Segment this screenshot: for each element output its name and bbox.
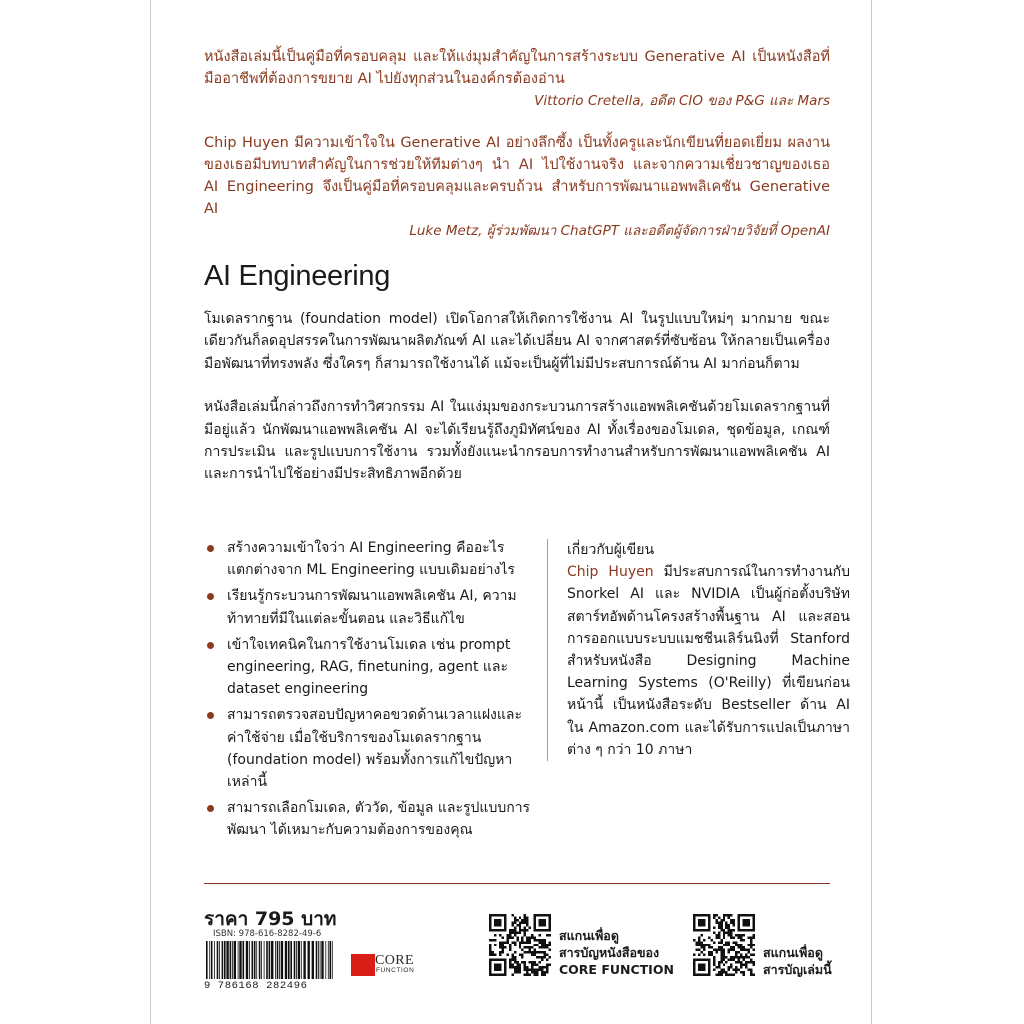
quote-attribution: Luke Metz, ผู้ร่วมพัฒนา ChatGPT และอดีตผู้จัดการฝ่ายวิจัยที่ OpenAI <box>409 223 830 239</box>
feature-item <box>204 797 534 841</box>
qr-label-line: สแกนเพื่อดู <box>559 928 619 943</box>
quote-text: หนังสือเล่มนี้เป็นคู่มือที่ครอบคลุม และให้แง่มุมสำคัญในการสร้างระบบ Generative AI เป็นหนังสือที่มืออาชีพที่ต้องการขยาย AI ไปยังทุกส่วนในองค์กรต้องอ่าน <box>204 49 830 87</box>
qr-label-line: สารบัญเล่มนี้ <box>763 962 832 977</box>
bullet-icon <box>207 805 214 812</box>
barcode <box>204 941 334 993</box>
barcode-icon <box>204 941 334 979</box>
about-author-heading: เกี่ยวกับผู้เขียน <box>567 542 655 558</box>
feature-item <box>204 704 534 793</box>
barcode-digits: 9 786168 282496 <box>204 980 308 992</box>
feature-item <box>204 585 534 629</box>
qr-code-icon[interactable] <box>489 914 551 976</box>
feature-text: สามารถเลือกโมเดล, ตัววัด, ข้อมูล และรูปแบบการพัฒนา ได้เหมาะกับความต้องการของคุณ <box>227 800 531 839</box>
feature-text: สร้างความเข้าใจว่า AI Engineering คืออะไร แตกต่างจาก ML Engineering แบบเดิมอย่างไร <box>227 540 515 579</box>
publisher-subname: FUNCTION <box>376 967 415 974</box>
book-description <box>204 308 830 486</box>
author-bio-text: มีประสบการณ์ในการทำงานกับ Snorkel AI และ NVIDIA เป็นผู้ก่อตั้งบริษัทสตาร์ทอัพด้านโครงสร้างพื้นฐาน AI และสอนการออกแบบระบบแมชชีนเลิร์นนิงที่ Stanford สำหรับหนังสือ Designing Machine Learning Systems (O'Reilly) ที่เขียนก่อนหน้านี้ เป็นหนังสือระดับ Bestseller ด้าน AI ใน Amazon.com และได้รับการแปลเป็นภาษาต่าง ๆ กว่า 10 ภาษา <box>567 564 850 758</box>
feature-item <box>204 634 534 701</box>
qr-label-line: สแกนเพื่อดู <box>763 945 823 960</box>
qr-code-icon[interactable] <box>693 914 755 976</box>
publisher-name: CORE <box>375 953 414 968</box>
about-author <box>547 539 850 761</box>
quote-text: Chip Huyen มีความเข้าใจใน Generative AI อย่างลึกซึ้ง เป็นทั้งครูและนักเขียนที่ยอดเยี่ยม ผลงานของเธอมีบทบาทสำคัญในการช่วยให้ทีมต่างๆ นำ AI ไปใช้งานจริง และจากความเชี่ยวชาญของเธอ AI Engineering จึงเป็นคู่มือที่ครอบคลุมและครบถ้วน สำหรับการพัฒนาแอพพลิเคชัน Generative AI <box>204 135 830 217</box>
book-back-cover <box>150 0 872 1024</box>
isbn-label: ISBN: 978-616-8282-49-6 <box>213 929 322 939</box>
feature-list <box>204 537 534 846</box>
author-bio <box>567 561 850 761</box>
price-label: ราคา 795 บาท <box>204 908 337 930</box>
publisher-logo <box>351 952 433 978</box>
feature-item <box>204 537 534 581</box>
qr-label-publisher <box>559 927 674 978</box>
description-paragraph: โมเดลรากฐาน (foundation model) เปิดโอกาสให้เกิดการใช้งาน AI ในรูปแบบใหม่ๆ มากมาย ขณะเดียวกันก็ลดอุปสรรคในการพัฒนาผลิตภัณฑ์ AI และได้เปลี่ยน AI จากศาสตร์ที่ซับซ้อน ให้กลายเป็นเครื่องมือพัฒนาที่ทรงพลัง ซึ่งใครๆ ก็สามารถใช้งานได้ แม้จะเป็นผู้ที่ไม่มีประสบการณ์ด้าน AI มาก่อนก็ตาม <box>204 311 830 372</box>
publisher-logo-mark-icon <box>351 954 375 976</box>
endorsement-quote <box>204 132 830 242</box>
feature-text: เข้าใจเทคนิคในการใช้งานโมเดล เช่น prompt engineering, RAG, finetuning, agent และ dataset engineering <box>227 636 511 698</box>
qr-label-line: CORE FUNCTION <box>559 962 674 977</box>
bullet-icon <box>207 642 214 649</box>
bullet-icon <box>207 593 214 600</box>
book-title: AI Engineering <box>204 260 391 292</box>
divider <box>204 883 830 884</box>
endorsement-quotes <box>204 46 830 242</box>
qr-label-line: สารบัญหนังสือของ <box>559 945 660 960</box>
feature-text: เรียนรู้กระบวนการพัฒนาแอพพลิเคชัน AI, ความท้าทายที่มีในแต่ละขั้นตอน และวิธีแก้ไข <box>227 588 517 627</box>
bullet-icon <box>207 545 214 552</box>
qr-label-book <box>763 944 832 978</box>
quote-attribution: Vittorio Cretella, อดีต CIO ของ P&G และ Mars <box>534 93 830 109</box>
feature-text: สามารถตรวจสอบปัญหาคอขวดด้านเวลาแฝงและค่าใช้จ่าย เมื่อใช้บริการของโมเดลรากฐาน (foundation model) พร้อมทั้งการแก้ไขปัญหาเหล่านี้ <box>227 707 523 791</box>
endorsement-quote <box>204 46 830 112</box>
description-paragraph: หนังสือเล่มนี้กล่าวถึงการทำวิศวกรรม AI ในแง่มุมของกระบวนการสร้างแอพพลิเคชันด้วยโมเดลรากฐานที่มีอยู่แล้ว นักพัฒนาแอพพลิเคชัน AI จะได้เรียนรู้ถึงภูมิทัศน์ของ AI ทั้งเรื่องของโมเดล, ชุดข้อมูล, เกณฑ์การประเมิน และรูปแบบการใช้งาน รวมทั้งยังแนะนำกรอบการทำงานสำหรับการพัฒนาแอพพลิเคชัน AI และการนำไปใช้อย่างมีประสิทธิภาพอีกด้วย <box>204 399 830 483</box>
bullet-icon <box>207 712 214 719</box>
author-name: Chip Huyen <box>567 564 654 581</box>
